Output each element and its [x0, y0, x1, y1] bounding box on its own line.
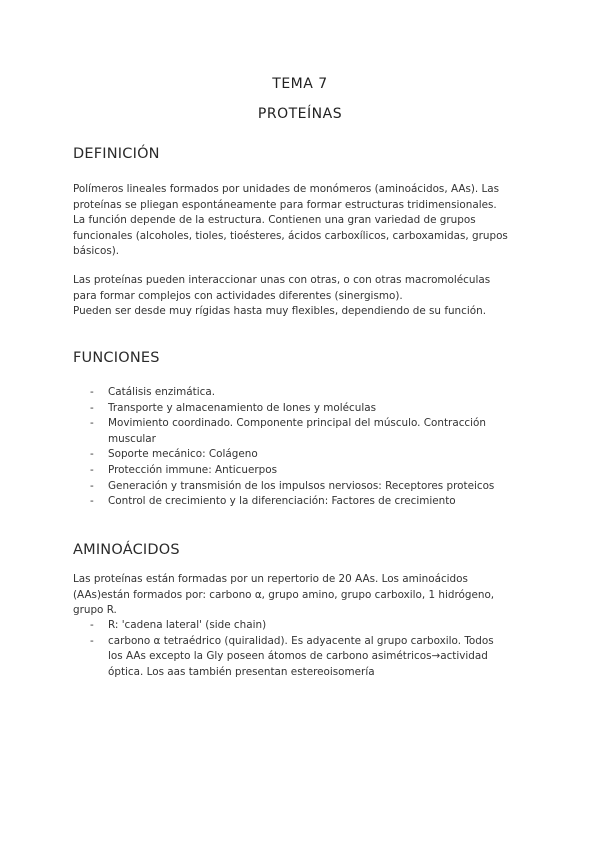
bullet-dash: -: [90, 417, 94, 430]
doc-title-line2: PROTEÍNAS: [257, 106, 343, 122]
bullet-dash: -: [90, 495, 94, 508]
list-item: [73, 479, 533, 495]
doc-title-line1: TEMA 7: [272, 76, 328, 92]
list-item: [73, 463, 533, 479]
list-item: [73, 447, 533, 463]
list-item-text: los AAs excepto la Gly poseen átomos de carbono asimétricos→actividad: [108, 650, 488, 663]
bullet-dash: -: [90, 401, 94, 414]
section-heading-aminoacidos: AMINOÁCIDOS: [73, 542, 180, 558]
definicion-paragraph-2: [73, 273, 533, 320]
aminoacidos-list: [73, 618, 533, 680]
text-line: para formar complejos con actividades diferentes (sinergismo).: [73, 289, 403, 302]
text-line: grupo R.: [73, 604, 117, 617]
aminoacidos-paragraph: [73, 572, 533, 619]
funciones-list: [73, 385, 533, 510]
list-item: [73, 634, 533, 681]
text-line: Polímeros lineales formados por unidades de monómeros (aminoácidos, AAs). Las: [73, 183, 500, 195]
bullet-dash: -: [90, 463, 94, 476]
list-item-text: carbono α tetraédrico (quiralidad). Es adyacente al grupo carboxilo. Todos: [108, 634, 494, 647]
text-line: La función depende de la estructura. Contienen una gran variedad de grupos: [73, 214, 476, 227]
list-item-text: Movimiento coordinado. Componente principal del músculo. Contracción: [108, 417, 486, 430]
text-line: funcionales (alcoholes, tioles, tioésteres, ácidos carboxílicos, carboxamidas, grupos: [73, 229, 508, 242]
list-item: [73, 494, 533, 510]
list-item-text: R: 'cadena lateral' (side chain): [108, 619, 267, 631]
list-item-text: óptica. Los aas también presentan estereoisomería: [108, 665, 375, 678]
list-item-text: Soporte mecánico: Colágeno: [108, 448, 258, 461]
definicion-paragraph-1: [73, 182, 533, 260]
list-item-text: Catálisis enzimática.: [108, 386, 216, 398]
list-item: [73, 401, 533, 417]
bullet-dash: -: [90, 448, 94, 461]
list-item-text: Transporte y almacenamiento de Iones y moléculas: [108, 401, 377, 414]
list-item-text: Generación y transmisión de los impulsos nerviosos: Receptores proteicos: [108, 479, 495, 492]
list-item-text: muscular: [108, 432, 156, 445]
list-item: [73, 416, 533, 447]
section-heading-definicion: DEFINICIÓN: [73, 146, 160, 162]
text-line: (AAs)están formados por: carbono α, grupo amino, grupo carboxilo, 1 hidrógeno,: [73, 588, 495, 601]
list-item: [73, 618, 533, 634]
text-line: proteínas se pliegan espontáneamente para formar estructuras tridimensionales.: [73, 198, 497, 211]
bullet-dash: -: [90, 479, 94, 492]
list-item-text: Protección immune: Anticuerpos: [108, 463, 277, 476]
text-line: Las proteínas pueden interaccionar unas con otras, o con otras macromoléculas: [73, 274, 491, 286]
text-line: Las proteínas están formadas por un repertorio de 20 AAs. Los aminoácidos: [73, 573, 468, 585]
bullet-dash: -: [90, 619, 94, 631]
bullet-dash: -: [90, 386, 94, 398]
text-line: Pueden ser desde muy rígidas hasta muy flexibles, dependiendo de su función.: [73, 305, 486, 318]
section-heading-funciones: FUNCIONES: [73, 350, 160, 366]
list-item-text: Control de crecimiento y la diferenciación: Factores de crecimiento: [108, 495, 456, 508]
list-item: [73, 385, 533, 401]
text-line: básicos).: [73, 245, 120, 258]
bullet-dash: -: [90, 634, 94, 647]
